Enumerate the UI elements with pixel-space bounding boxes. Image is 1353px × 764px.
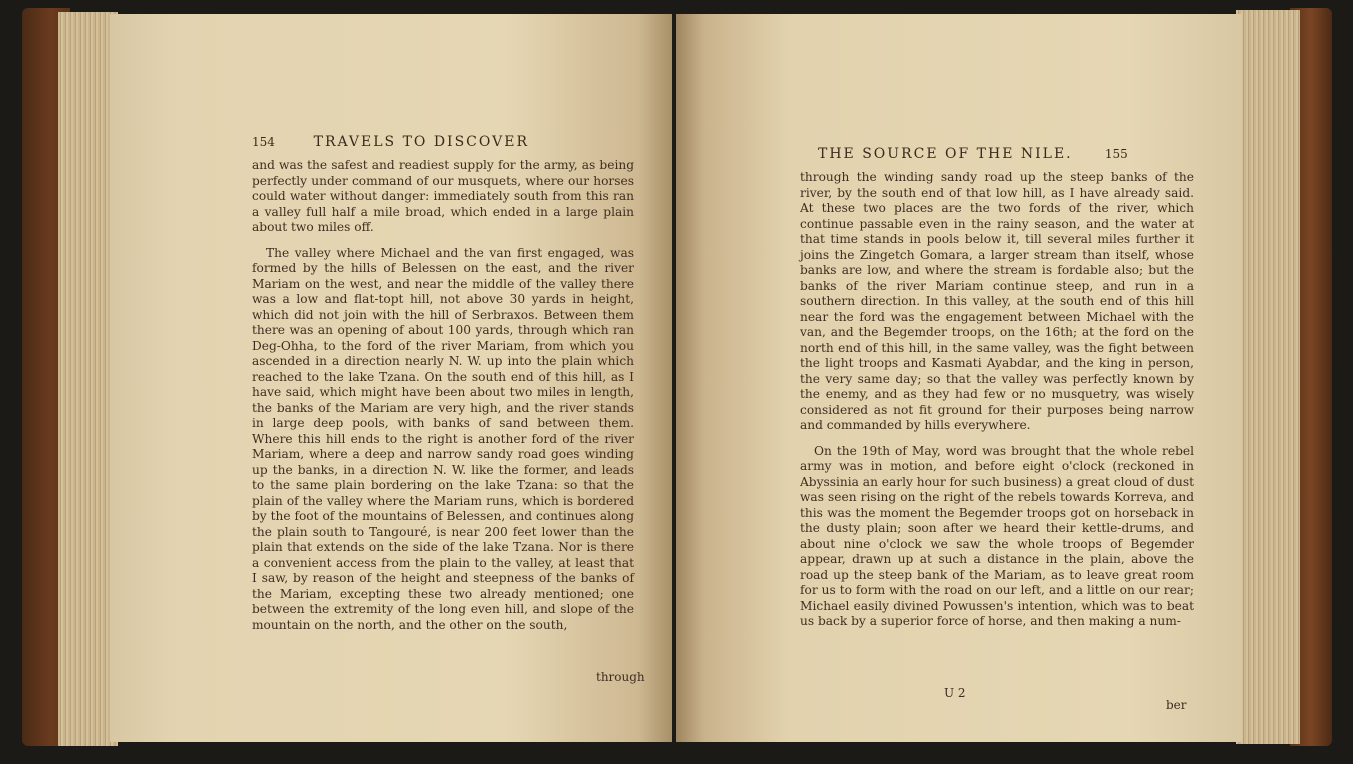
left-page-number: 154 [252,135,275,149]
page-edges-left [58,12,118,746]
left-paragraph: and was the safest and readiest supply for the army, as being perfectly under command of our musquets, where our horses could water without danger: immediately south from this ran a valley full half a mile broad, which ended in a large plain about two miles off. [252,158,634,234]
page-edges-right [1236,10,1300,744]
left-page-header [252,134,529,150]
left-page [110,14,672,742]
right-catchword: ber [1166,698,1187,712]
right-page [676,14,1242,742]
right-paragraph: On the 19th of May, word was brought that the whole rebel army was in motion, and before eight o'clock (reckoned in Abyssinia an early hour for such business) a great cloud of dust was seen rising on the right of the rebels towards Korreva, and this was the moment the Begemder troops got on horseback in the dusty plain; soon after we heard their kettle-drums, and about nine o'clock we saw the whole troops of Begemder appear, drawn up at such a distance in the plain, above the road up the steep bank of the Mariam, as to leave great room for us to form with the road on our left, and a little on our rear; Michael easily divined Powussen's intention, which was to beat us back by a superior force of horse, and then making a num- [800,443,1194,628]
right-running-head: THE SOURCE OF THE NILE. [818,146,1073,162]
right-page-text [800,170,1194,640]
left-catchword: through [596,670,645,684]
right-signature: U 2 [944,686,966,700]
left-running-head: TRAVELS TO DISCOVER [313,134,529,150]
right-page-header [818,146,1128,162]
right-page-number: 155 [1104,147,1128,161]
right-paragraph: through the winding sandy road up the steep banks of the river, by the south end of that low hill, as I have already said. At these two places are the two fords of the river, which continue passable even in the rainy season, and the water at that time stands in pools below it, till several miles further it joins the Zingetch Gomara, a larger stream than itself, whose banks are low, and where the stream is fordable also; but the banks of the river Mariam continue steep, and run in a southern direction. In this valley, at the south end of this hill near the ford was the engagement between Michael with the van, and the Begemder troops, on the 16th; at the ford on the north end of this hill, in the same valley, was the fight between the light troops and Kasmati Ayabdar, and the king in person, the very same day; so that the valley was perfectly known by the enemy, and as they had few or no musquetry, was wisely considered as not fit ground for their purposes being narrow and commanded by hills everywhere. [800,170,1194,432]
left-paragraph: The valley where Michael and the van first engaged, was formed by the hills of Belessen on the east, and the river Mariam on the west, and near the middle of the valley there was a low and flat-topt hill, not above 30 yards in height, which did not join with the hill of Serbraxos. Between them there was an opening of about 100 yards, through which ran Deg-Ohha, to the ford of the river Mariam, from which you ascended in a direction nearly N. W. up into the plain which reached to the lake Tzana. On the south end of this hill, as I have said, which might have been about two miles in length, the banks of the Mariam are very high, and the river stands in large deep pools, with banks of sand between them. Where this hill ends to the right is another ford of the river Mariam, where a deep and narrow sandy road goes winding up the banks, in a direction N. W. like the former, and leads to the same plain bordering on the lake Tzana: so that the plain of the valley where the Mariam runs, which is bordered by the foot of the mountains of Belessen, and continues along the plain south to Tangouré, is near 200 feet lower than the plain that extends on the side of the lake Tzana. Nor is there a convenient access from the plain to the valley, at least that I saw, by reason of the height and steepness of the banks of the Mariam, excepting these two already mentioned; one between the extremity of the long even hill, and slope of the mountain on the north, and the other on the south, [252,245,634,632]
left-page-text [252,158,634,643]
